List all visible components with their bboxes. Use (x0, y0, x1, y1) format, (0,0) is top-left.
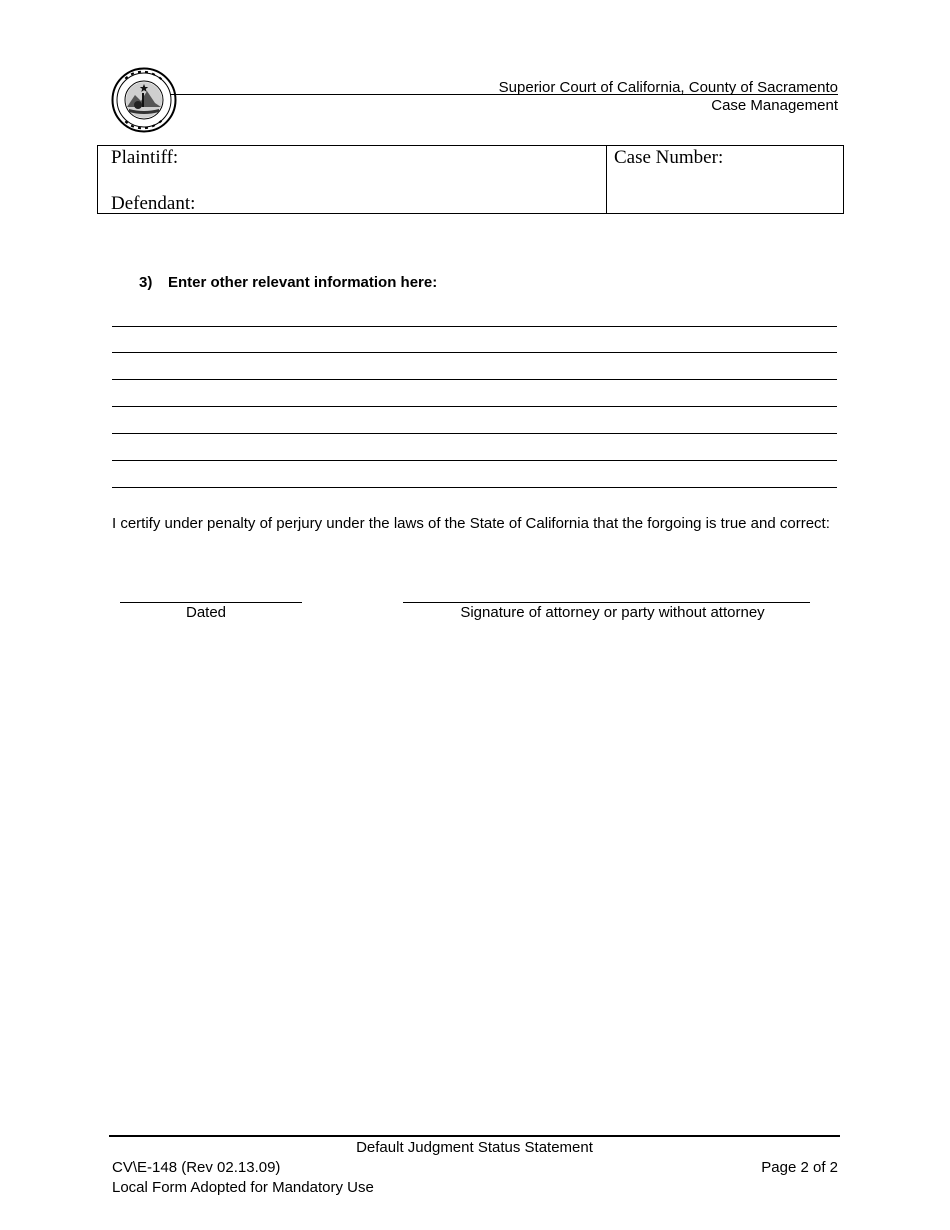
dated-label: Dated (185, 604, 227, 621)
footer-form-title: Default Judgment Status Statement (356, 1139, 593, 1156)
signature-line[interactable] (403, 602, 810, 603)
department-name: Case Management (711, 97, 838, 114)
court-name: Superior Court of California, County of Sacramento (498, 79, 838, 96)
info-blank-line[interactable] (112, 433, 837, 434)
plaintiff-label: Plaintiff: (111, 147, 179, 168)
form-adoption-note: Local Form Adopted for Mandatory Use (112, 1179, 374, 1196)
form-number: CV\E-148 (Rev 02.13.09) (112, 1159, 281, 1176)
caption-divider (606, 145, 607, 214)
date-line[interactable] (120, 602, 302, 603)
info-blank-line[interactable] (112, 326, 837, 327)
section-number: 3) (139, 274, 153, 291)
info-blank-line[interactable] (112, 487, 837, 488)
case-number-label: Case Number: (614, 147, 724, 168)
defendant-label: Defendant: (111, 193, 196, 214)
court-seal-icon (111, 67, 177, 133)
page-number: Page 2 of 2 (761, 1159, 838, 1176)
footer-rule (109, 1135, 840, 1137)
info-blank-line[interactable] (112, 352, 837, 353)
signature-label: Signature of attorney or party without attorney (460, 604, 765, 621)
certification-text: I certify under penalty of perjury under the laws of the State of California that the forgoing is true and correct: (112, 515, 830, 532)
section-prompt: Enter other relevant information here: (168, 274, 438, 291)
info-blank-line[interactable] (112, 406, 837, 407)
info-blank-line[interactable] (112, 460, 837, 461)
caption-box (97, 145, 844, 214)
info-blank-line[interactable] (112, 379, 837, 380)
